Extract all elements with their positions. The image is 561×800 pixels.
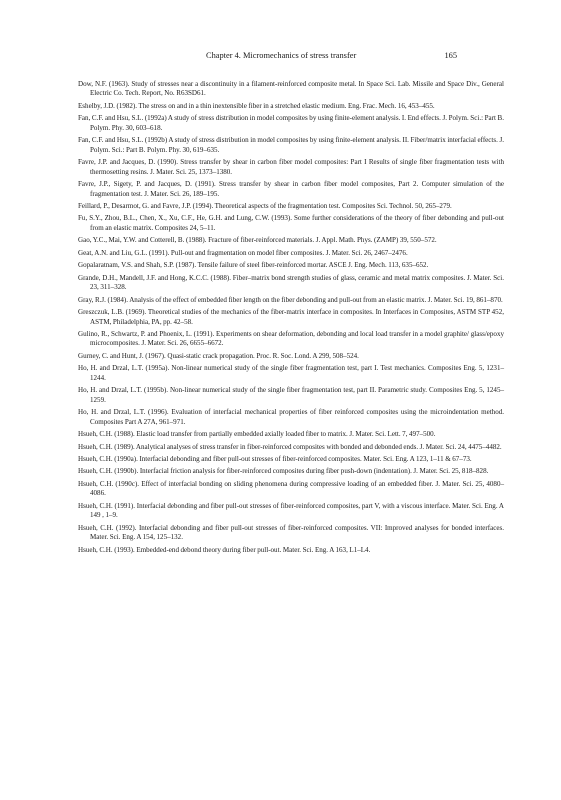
reference-entry: Ho, H. and Drzal, L.T. (1995b). Non-linear numerical study of the single fiber fragmentation test, part II. Parametric study. Composites Eng. 5, 1245–1259. <box>78 386 504 404</box>
reference-entry: Dow, N.F. (1963). Study of stresses near a discontinuity in a filament-reinforced composite metal. In Space Sci. Lab. Missile and Space Div., General Electric Co. Tech. Report, No. R63SD61. <box>78 80 504 98</box>
reference-entry: Hsueh, C.H. (1990c). Effect of interfacial bonding on sliding phenomena during compressive loading of an embedded fiber. J. Mater. Sci. 25, 4080–4086. <box>78 479 504 498</box>
reference-entry: Feillard, P., Desarmot, G. and Favre, J.P. (1994). Theoretical aspects of the fragmentation test. Composites Sci. Technol. 50, 265–279. <box>78 201 452 210</box>
reference-entry: Fan, C.F. and Hsu, S.L. (1992a) A study of stress distribution in model composites by using finite-element analysis. I. End effects. J. Polym. Sci.: Part B. Polym. Phy. 30, 603–618. <box>78 114 504 132</box>
reference-entry: Hsueh, C.H. (1989). Analytical analyses of stress transfer in fiber-reinforced composites with bonded and debonded ends. J. Mater. Sci. 24, 4475–4482. <box>78 442 502 451</box>
reference-entry: Hsueh, C.H. (1993). Embedded-end debond theory during fiber pull-out. Mater. Sci. Eng. A 163, L1–L4. <box>78 545 371 554</box>
reference-entry: Geat, A.N. and Liu, G.L. (1991). Pull-out and fragmentation on model fiber composites. J. Mater. Sci. 26, 2467–2476. <box>78 248 408 257</box>
reference-list <box>78 80 504 558</box>
reference-entry: Favre, J.P. and Jacques, D. (1990). Stress transfer by shear in carbon fiber model composites: Part I Results of single fiber fragmentation tests with thermosetting resins. J. Mater. Sci. 25, 1373–1380. <box>78 158 504 176</box>
reference-entry: Hsueh, C.H. (1990b). Interfacial friction analysis for fiber-reinforced composites during fiber push-down (indentation). J. Mater. Sci. 25, 818–828. <box>78 467 489 476</box>
reference-entry: Greszczuk, L.B. (1969). Theoretical studies of the mechanics of the fiber-matrix interface in composites. In Interfaces in Composites, ASTM STP 452, ASTM, Philadelphia, PA, pp. 42–58. <box>78 308 504 326</box>
reference-entry: Fan, C.F. and Hsu, S.L. (1992b) A study of stress distribution in model composites by using finite-element analysis. II. Fiber/matrix interfacial effects. J. Polym. Sci.: Part B. Polym. Phy. 30, 619–635. <box>78 136 504 154</box>
reference-entry: Favre, J.P., Sigety, P. and Jacques, D. (1991). Stress transfer by shear in carbon fiber model composites, Part 2. Computer simulation of the fragmentation test. J. Mater. Sci. 26, 189–195. <box>78 180 504 198</box>
reference-entry: Gray, R.J. (1984). Analysis of the effect of embedded fiber length on the fiber debonding and pull-out from an elastic matrix. J. Mater. Sci. 19, 861–870. <box>78 295 503 304</box>
reference-entry: Hsueh, C.H. (1991). Interfacial debonding and fiber pull-out stresses of fiber-reinforced composites, part V, with a viscous interface. Mater. Sci. Eng. A 149 , 1–9. <box>78 501 504 520</box>
reference-entry: Gao, Y.C., Mai, Y.W. and Cotterell, B. (1988). Fracture of fiber-reinforced materials. J. Appl. Math. Phys. (ZAMP) 39, 550–572. <box>78 236 437 245</box>
page-number: 165 <box>444 51 457 60</box>
reference-entry: Hsueh, C.H. (1990a). Interfacial debonding and fiber pull-out stresses of fiber-reinforced composites. Mater. Sci. Eng. A 123, 1–11 & 67–73. <box>78 454 472 463</box>
reference-entry: Hsueh, C.H. (1988). Elastic load transfer from partially embedded axially loaded fiber to matrix. J. Mater. Sci. Lett. 7, 497–500. <box>78 430 436 439</box>
chapter-title: Chapter 4. Micromechanics of stress transfer <box>206 51 357 60</box>
reference-entry: Hsueh, C.H. (1992). Interfacial debonding and fiber pull-out stresses of fiber-reinforced composites. VII: Improved analyses for bonded interfaces. Mater. Sci. Eng. A 154, 125–132. <box>78 523 504 542</box>
reference-entry: Fu, S.Y., Zhou, B.L., Chen, X., Xu, C.F., He, G.H. and Lung, C.W. (1993). Some further considerations of the theory of fiber debonding and pull-out from an elastic matrix. Composites 24, 5–11. <box>78 214 504 232</box>
running-header <box>206 49 457 63</box>
reference-entry: Gopalaratnam, V.S. and Shah, S.P. (1987). Tensile failure of steel fiber-reinforced mortar. ASCE J. Eng. Mech. 113, 635–652. <box>78 261 429 270</box>
reference-entry: Ho, H. and Drzal, L.T. (1995a). Non-linear numerical study of the single fiber fragmentation test, part I. Test mechanics. Composites Eng. 5, 1231–1244. <box>78 364 504 382</box>
reference-entry: Ho, H. and Drzal, L.T. (1996). Evaluation of interfacial mechanical properties of fiber reinforced composites using the microindentation method. Composites Part A 27A, 961–971. <box>78 408 504 426</box>
reference-entry: Gulino, R., Schwartz, P. and Phoenix, L. (1991). Experiments on shear deformation, debonding and local load transfer in a model graphite/ glass/epoxy microcomposites. J. Mater. Sci. 26, 6655–6672. <box>78 329 504 348</box>
reference-entry: Gurney, C. and Hunt, J. (1967). Quasi-static crack propagation. Proc. R. Soc. Lond. A 299, 508–524. <box>78 351 359 360</box>
reference-entry: Eshelby, J.D. (1982). The stress on and in a thin inextensible fiber in a stretched elastic medium. Eng. Frac. Mech. 16, 453–455. <box>78 101 435 110</box>
reference-entry: Grande, D.H., Mandell, J.F. and Hong, K.C.C. (1988). Fiber–matrix bond strength studies of glass, ceramic and metal matrix composites. J. Mater. Sci. 23, 311–328. <box>78 273 504 292</box>
